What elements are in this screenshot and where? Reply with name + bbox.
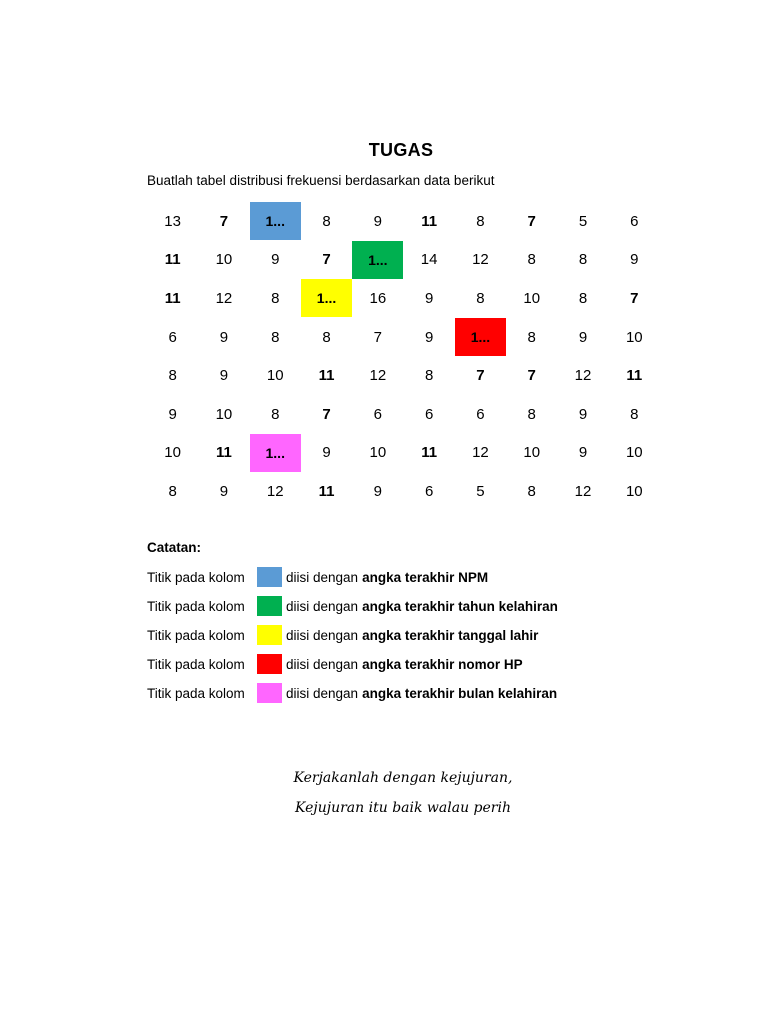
table-cell: 10 [625, 328, 643, 346]
table-cell: 8 [578, 251, 588, 269]
note-mid-text: diisi dengan [286, 685, 359, 701]
note-tail-text: angka terakhir nomor HP [362, 656, 523, 672]
table-cell: 8 [271, 405, 280, 423]
table-cell: 7 [630, 289, 639, 307]
table-cell: 12 [574, 367, 592, 385]
table-cell: 10 [523, 289, 541, 307]
table-cell: 8 [630, 405, 639, 423]
table-cell: 6 [424, 482, 434, 500]
table-cell: 8 [527, 482, 536, 500]
table-cell: 9 [578, 444, 588, 462]
note-mid-text: diisi dengan [286, 656, 359, 672]
note-item [147, 624, 538, 646]
table-cell: 12 [215, 289, 233, 307]
table-cell: 8 [476, 212, 485, 230]
note-item [147, 566, 488, 588]
note-item [147, 653, 523, 675]
table-cell: 13 [164, 212, 181, 230]
note-mid-text: diisi dengan [286, 627, 359, 643]
table-cell: 9 [219, 482, 229, 500]
quote-line-1: Kerjakanlah dengan kejujuran, [293, 770, 513, 786]
color-swatch-pink [257, 683, 282, 703]
table-cell: 11 [318, 367, 335, 385]
highlight-cell-red: 1... [455, 318, 506, 356]
table-cell: 9 [271, 251, 280, 269]
table-cell: 10 [523, 444, 541, 462]
page-title: TUGAS [368, 140, 434, 160]
table-cell: 11 [421, 212, 438, 230]
table-cell: 6 [424, 405, 434, 423]
table-cell: 10 [164, 444, 181, 462]
table-cell: 16 [369, 289, 387, 307]
note-lead-text: Titik pada kolom [147, 627, 245, 643]
table-cell: 12 [369, 367, 387, 385]
note-lead-text: Titik pada kolom [147, 656, 245, 672]
table-cell: 11 [164, 251, 181, 269]
table-cell: 7 [219, 212, 229, 230]
table-cell: 10 [215, 405, 233, 423]
table-cell: 8 [271, 289, 280, 307]
table-cell: 8 [527, 328, 536, 346]
table-cell: 8 [527, 405, 536, 423]
table-cell: 9 [219, 328, 229, 346]
table-cell: 8 [168, 367, 177, 385]
table-cell: 10 [625, 482, 643, 500]
quote-line-2: Kejujuran itu baik walau perih [295, 800, 511, 816]
highlight-cell-blue: 1... [250, 202, 301, 240]
note-tail-text: angka terakhir bulan kelahiran [362, 685, 558, 701]
table-cell: 11 [421, 444, 438, 462]
table-cell: 12 [574, 482, 592, 500]
table-cell: 11 [216, 444, 232, 462]
table-cell: 12 [472, 444, 489, 462]
table-cell: 11 [318, 482, 335, 500]
table-cell: 10 [215, 251, 233, 269]
highlight-cell-green: 1... [352, 241, 403, 279]
table-cell: 9 [322, 444, 331, 462]
table-cell: 5 [476, 482, 485, 500]
table-cell: 5 [578, 212, 588, 230]
table-cell: 8 [424, 367, 434, 385]
table-cell: 8 [168, 482, 177, 500]
table-cell: 7 [527, 367, 536, 385]
note-item [147, 682, 557, 704]
table-cell: 8 [527, 251, 536, 269]
note-mid-text: diisi dengan [286, 598, 359, 614]
color-swatch-green [257, 596, 282, 616]
highlight-cell-yellow: 1... [301, 279, 352, 317]
note-tail-text: angka terakhir NPM [362, 569, 489, 585]
table-cell: 10 [369, 444, 387, 462]
table-cell: 7 [476, 367, 485, 385]
table-cell: 8 [578, 289, 588, 307]
table-cell: 8 [271, 328, 280, 346]
note-mid-text: diisi dengan [286, 569, 359, 585]
data-table [147, 202, 660, 511]
table-cell: 8 [322, 328, 331, 346]
table-cell: 14 [420, 251, 438, 269]
table-cell: 9 [578, 405, 588, 423]
note-tail-text: angka terakhir tahun kelahiran [362, 598, 558, 614]
instruction-text: Buatlah tabel distribusi frekuensi berdasarkan data berikut [147, 173, 495, 188]
note-item [147, 595, 558, 617]
table-cell: 9 [373, 212, 382, 230]
table-cell: 9 [168, 405, 177, 423]
color-swatch-yellow [257, 625, 282, 645]
table-cell: 7 [373, 328, 382, 346]
table-cell: 12 [472, 251, 489, 269]
table-cell: 9 [424, 289, 434, 307]
table-cell: 7 [322, 405, 331, 423]
table-cell: 11 [626, 367, 643, 385]
note-tail-text: angka terakhir tanggal lahir [362, 627, 539, 643]
table-cell: 9 [373, 482, 382, 500]
table-cell: 9 [424, 328, 434, 346]
table-cell: 9 [630, 251, 639, 269]
color-swatch-red [257, 654, 282, 674]
table-cell: 6 [630, 212, 639, 230]
notes-heading: Catatan: [147, 540, 202, 555]
note-lead-text: Titik pada kolom [147, 685, 245, 701]
table-cell: 9 [219, 367, 229, 385]
table-cell: 11 [164, 289, 181, 307]
note-lead-text: Titik pada kolom [147, 569, 245, 585]
table-cell: 12 [266, 482, 284, 500]
highlight-cell-pink: 1... [250, 434, 301, 472]
table-cell: 10 [266, 367, 284, 385]
table-cell: 6 [373, 405, 382, 423]
table-cell: 10 [625, 444, 643, 462]
table-cell: 7 [527, 212, 536, 230]
table-cell: 9 [578, 328, 588, 346]
table-cell: 6 [168, 328, 177, 346]
note-lead-text: Titik pada kolom [147, 598, 245, 614]
table-cell: 8 [322, 212, 331, 230]
table-cell: 8 [476, 289, 485, 307]
table-cell: 6 [476, 405, 485, 423]
table-cell: 7 [322, 251, 331, 269]
color-swatch-blue [257, 567, 282, 587]
